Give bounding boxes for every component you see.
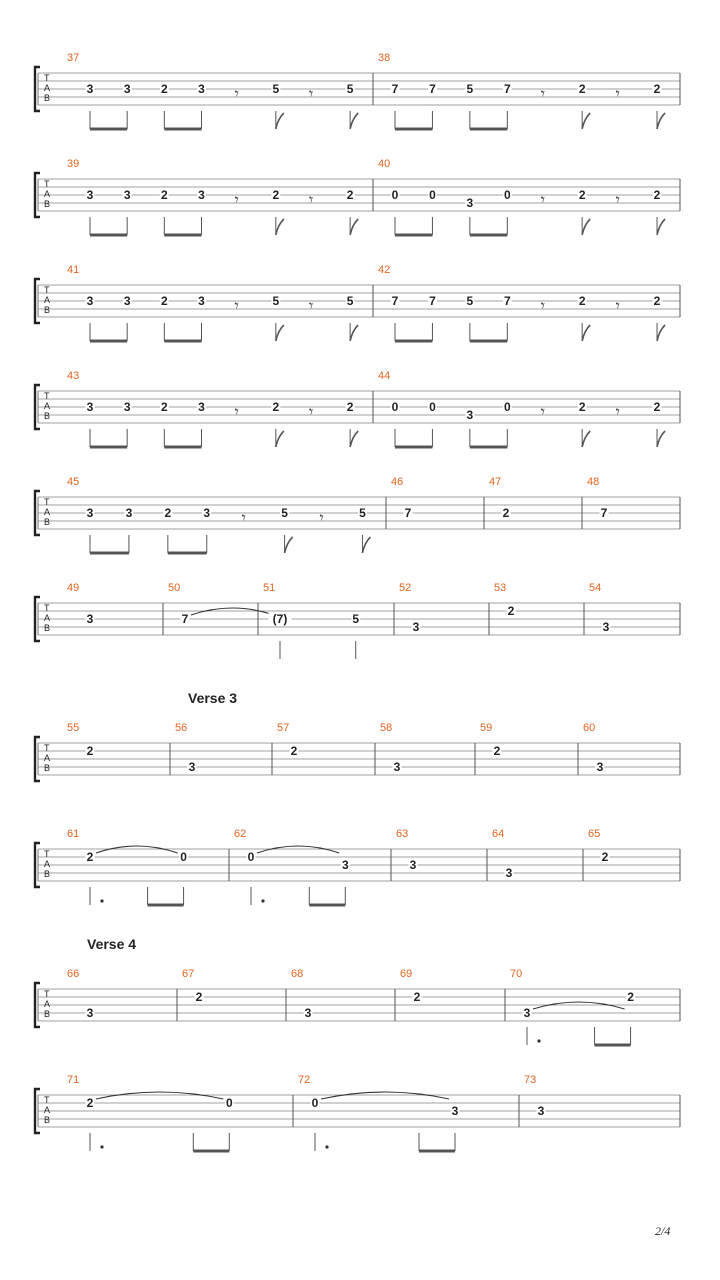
- fret-number: 7: [391, 82, 399, 96]
- fret-number: 7: [391, 294, 399, 308]
- fret-number: 3: [123, 82, 131, 96]
- fret-number: 2: [290, 744, 298, 758]
- measure-number: 56: [175, 722, 188, 734]
- eighth-rest: 𝄾: [234, 402, 239, 421]
- eighth-rest: 𝄾: [540, 190, 545, 209]
- measure-number: 43: [67, 370, 80, 382]
- clef-a: A: [44, 401, 51, 411]
- clef-a: A: [44, 999, 51, 1009]
- fret-number: 2: [86, 1096, 94, 1110]
- clef-t: T: [44, 497, 50, 507]
- fret-number: 5: [346, 82, 354, 96]
- clef-t: T: [44, 73, 50, 83]
- measure-number: 64: [492, 828, 505, 840]
- measure-number: 71: [67, 1074, 80, 1086]
- fret-number: 2: [653, 82, 661, 96]
- fret-number: 2: [578, 294, 586, 308]
- fret-number: 2: [653, 294, 661, 308]
- fret-number: 3: [304, 1006, 312, 1020]
- clef-t: T: [44, 849, 50, 859]
- measure-number: 39: [67, 158, 80, 170]
- measure-number: 67: [182, 968, 195, 980]
- note-flag: [350, 431, 358, 447]
- fret-number: 3: [537, 1104, 545, 1118]
- fret-number: 0: [429, 188, 436, 202]
- measure-number: 54: [589, 582, 602, 594]
- section-label: Verse 4: [87, 936, 137, 952]
- measure-number: 44: [378, 370, 391, 382]
- fret-number: 2: [86, 744, 94, 758]
- measure-number: 63: [396, 828, 409, 840]
- fret-number: 0: [391, 400, 399, 414]
- clef-b: B: [44, 763, 51, 773]
- measure-number: 59: [480, 722, 493, 734]
- measure-number: 37: [67, 52, 80, 64]
- note-flag: [582, 431, 590, 447]
- clef-t: T: [44, 603, 50, 613]
- fret-number: (7): [272, 612, 288, 626]
- fret-number: 3: [86, 1006, 94, 1020]
- measure-number: 42: [378, 264, 391, 276]
- fret-number: 3: [198, 82, 205, 96]
- fret-number: 3: [505, 866, 513, 880]
- fret-number: 3: [125, 506, 133, 520]
- fret-number: 2: [627, 990, 634, 1004]
- fret-number: 2: [160, 294, 168, 308]
- fret-number: 7: [503, 82, 511, 96]
- fret-number: 3: [523, 1006, 531, 1020]
- fret-number: 7: [181, 612, 189, 626]
- fret-number: 3: [123, 294, 131, 308]
- duration-dot: [261, 899, 264, 902]
- eighth-rest: 𝄾: [241, 508, 246, 527]
- eighth-rest: 𝄾: [615, 84, 620, 103]
- fret-number: 3: [86, 400, 94, 414]
- clef-b: B: [44, 1009, 51, 1019]
- measure-number: 73: [524, 1074, 537, 1086]
- fret-number: 2: [653, 188, 661, 202]
- clef-a: A: [44, 753, 51, 763]
- note-flag: [285, 537, 293, 553]
- note-flag: [657, 113, 665, 129]
- fret-number: 3: [412, 620, 420, 634]
- fret-number: 2: [346, 400, 354, 414]
- note-flag: [582, 219, 590, 235]
- fret-number: 3: [596, 760, 604, 774]
- note-flag: [582, 113, 590, 129]
- clef-b: B: [44, 411, 51, 421]
- eighth-rest: 𝄾: [234, 296, 239, 315]
- eighth-rest: 𝄾: [308, 402, 314, 421]
- eighth-rest: 𝄾: [540, 296, 545, 315]
- fret-number: 2: [601, 850, 609, 864]
- measure-number: 70: [510, 968, 523, 980]
- eighth-rest: 𝄾: [319, 508, 324, 527]
- fret-number: 0: [391, 188, 399, 202]
- fret-number: 2: [195, 990, 203, 1004]
- fret-number: 2: [493, 744, 501, 758]
- note-flag: [350, 113, 358, 129]
- fret-number: 0: [247, 850, 255, 864]
- fret-number: 2: [502, 506, 510, 520]
- clef-t: T: [44, 989, 50, 999]
- clef-b: B: [44, 199, 51, 209]
- fret-number: 2: [160, 82, 168, 96]
- fret-number: 3: [86, 506, 94, 520]
- note-flag: [350, 325, 358, 341]
- measure-number: 48: [587, 476, 600, 488]
- fret-number: 3: [409, 858, 417, 872]
- fret-number: 3: [602, 620, 610, 634]
- measure-number: 46: [391, 476, 404, 488]
- fret-number: 2: [413, 990, 421, 1004]
- measure-number: 51: [263, 582, 276, 594]
- eighth-rest: 𝄾: [308, 84, 314, 103]
- fret-number: 0: [503, 400, 511, 414]
- fret-number: 3: [86, 294, 94, 308]
- fret-number: 7: [429, 294, 436, 308]
- clef-t: T: [44, 285, 50, 295]
- duration-dot: [537, 1039, 540, 1042]
- fret-number: 2: [653, 400, 661, 414]
- fret-number: 0: [311, 1096, 319, 1110]
- fret-number: 2: [578, 82, 586, 96]
- eighth-rest: 𝄾: [615, 402, 620, 421]
- eighth-rest: 𝄾: [540, 402, 545, 421]
- note-flag: [276, 431, 284, 447]
- clef-b: B: [44, 93, 51, 103]
- eighth-rest: 𝄾: [234, 190, 239, 209]
- section-label: Verse 3: [188, 690, 238, 706]
- fret-number: 3: [341, 858, 349, 872]
- fret-number: 0: [429, 400, 436, 414]
- measure-number: 65: [588, 828, 601, 840]
- note-flag: [276, 113, 284, 129]
- measure-number: 47: [489, 476, 502, 488]
- fret-number: 5: [272, 82, 280, 96]
- clef-a: A: [44, 613, 51, 623]
- fret-number: 2: [578, 400, 586, 414]
- fret-number: 3: [198, 400, 205, 414]
- measure-number: 55: [67, 722, 80, 734]
- measure-number: 41: [67, 264, 80, 276]
- eighth-rest: 𝄾: [308, 190, 314, 209]
- fret-number: 3: [86, 612, 94, 626]
- clef-t: T: [44, 179, 50, 189]
- fret-number: 2: [160, 188, 168, 202]
- fret-number: 3: [123, 188, 131, 202]
- clef-t: T: [44, 391, 50, 401]
- fret-number: 3: [86, 82, 94, 96]
- measure-number: 38: [378, 52, 391, 64]
- clef-a: A: [44, 189, 51, 199]
- fret-number: 7: [600, 506, 608, 520]
- fret-number: 2: [272, 400, 280, 414]
- clef-b: B: [44, 1115, 51, 1125]
- measure-number: 53: [494, 582, 507, 594]
- fret-number: 2: [578, 188, 586, 202]
- fret-number: 5: [466, 82, 474, 96]
- measure-number: 62: [234, 828, 247, 840]
- fret-number: 0: [225, 1096, 233, 1110]
- clef-a: A: [44, 1105, 51, 1115]
- eighth-rest: 𝄾: [615, 190, 620, 209]
- measure-number: 66: [67, 968, 80, 980]
- fret-number: 5: [281, 506, 288, 520]
- duration-dot: [100, 1145, 103, 1148]
- clef-a: A: [44, 83, 51, 93]
- fret-number: 0: [503, 188, 511, 202]
- fret-number: 3: [198, 188, 205, 202]
- duration-dot: [100, 899, 103, 902]
- fret-number: 5: [466, 294, 474, 308]
- clef-t: T: [44, 743, 50, 753]
- fret-number: 5: [272, 294, 280, 308]
- fret-number: 7: [429, 82, 436, 96]
- fret-number: 3: [198, 294, 205, 308]
- eighth-rest: 𝄾: [615, 296, 620, 315]
- page-number: 2/4: [655, 1224, 671, 1238]
- fret-number: 2: [272, 188, 280, 202]
- clef-b: B: [44, 869, 51, 879]
- measure-number: 45: [67, 476, 80, 488]
- measure-number: 60: [583, 722, 596, 734]
- fret-number: 3: [451, 1104, 459, 1118]
- fret-number: 3: [188, 760, 196, 774]
- fret-number: 2: [507, 604, 515, 618]
- measure-number: 68: [291, 968, 304, 980]
- clef-t: T: [44, 1095, 50, 1105]
- duration-dot: [325, 1145, 328, 1148]
- fret-number: 0: [180, 850, 187, 864]
- fret-number: 2: [160, 400, 168, 414]
- fret-number: 3: [466, 196, 474, 210]
- note-flag: [657, 219, 665, 235]
- clef-a: A: [44, 859, 51, 869]
- measure-number: 72: [298, 1074, 311, 1086]
- eighth-rest: 𝄾: [234, 84, 239, 103]
- note-flag: [657, 431, 665, 447]
- fret-number: 3: [203, 506, 211, 520]
- fret-number: 3: [123, 400, 131, 414]
- fret-number: 2: [164, 506, 172, 520]
- fret-number: 7: [503, 294, 511, 308]
- note-flag: [582, 325, 590, 341]
- note-flag: [657, 325, 665, 341]
- measure-number: 57: [277, 722, 290, 734]
- measure-number: 40: [378, 158, 391, 170]
- fret-number: 3: [86, 188, 94, 202]
- eighth-rest: 𝄾: [308, 296, 314, 315]
- fret-number: 5: [359, 506, 366, 520]
- measure-number: 50: [168, 582, 181, 594]
- measure-number: 52: [399, 582, 412, 594]
- fret-number: 7: [404, 506, 412, 520]
- note-flag: [276, 219, 284, 235]
- clef-a: A: [44, 295, 51, 305]
- fret-number: 2: [346, 188, 354, 202]
- eighth-rest: 𝄾: [540, 84, 545, 103]
- measure-number: 58: [380, 722, 393, 734]
- clef-b: B: [44, 305, 51, 315]
- clef-a: A: [44, 507, 51, 517]
- note-flag: [362, 537, 370, 553]
- note-flag: [276, 325, 284, 341]
- measure-number: 49: [67, 582, 80, 594]
- clef-b: B: [44, 517, 51, 527]
- fret-number: 2: [86, 850, 94, 864]
- fret-number: 5: [346, 294, 354, 308]
- measure-number: 69: [400, 968, 413, 980]
- fret-number: 5: [352, 612, 360, 626]
- note-flag: [350, 219, 358, 235]
- measure-number: 61: [67, 828, 80, 840]
- fret-number: 3: [466, 408, 474, 422]
- fret-number: 3: [393, 760, 401, 774]
- clef-b: B: [44, 623, 51, 633]
